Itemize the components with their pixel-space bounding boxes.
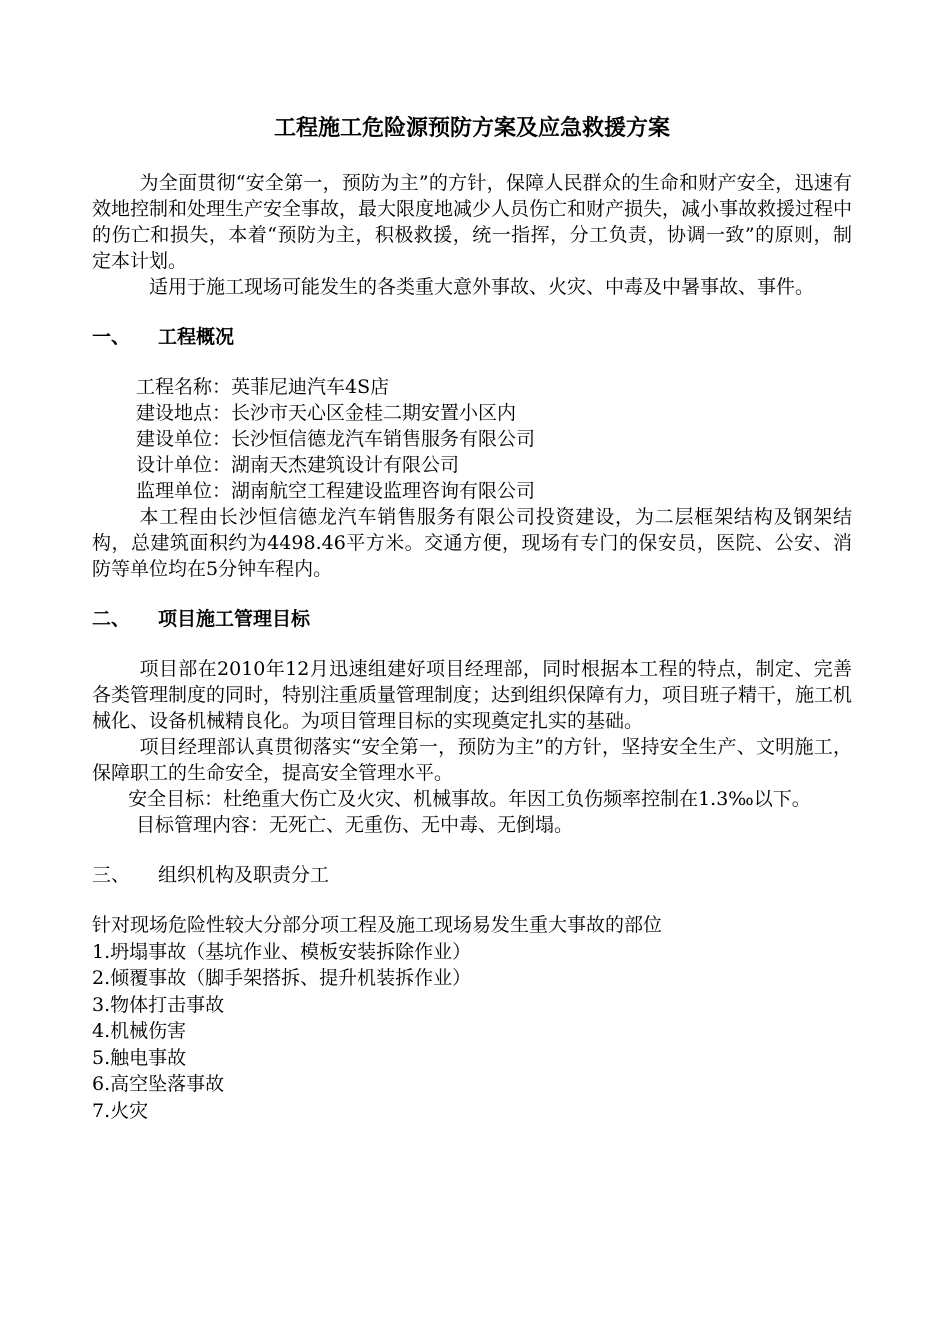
list-item: 2.倾覆事故（脚手架搭拆、提升机装拆作业） xyxy=(92,967,472,989)
section-1-title: 工程概况 xyxy=(158,326,235,348)
target-content-paragraph: 目标管理内容：无死亡、无重伤、无中毒、无倒塌。 xyxy=(136,814,574,836)
safety-target-paragraph: 安全目标：杜绝重大伤亡及火灾、机械事故。年因工负伤频率控制在1.3‰以下。 xyxy=(128,788,811,810)
section-3-number: 三、 xyxy=(92,864,131,886)
intro-paragraph-1: 为全面贯彻“安全第一，预防为主”的方针，保障人民群众的生命和财产安全，迅速有效地控制和处理生产安全事故，最大限度地减少人员伤亡和财产损失，减小事故救援过程中的伤亡和损失，本着“预防为主，积极救援，统一指挥，分工负责，协调一致”的原则，制定本计划。 xyxy=(92,172,853,272)
list-item: 7.火灾 xyxy=(92,1099,149,1122)
section-1-number: 一、 xyxy=(92,326,131,348)
list-item: 3.物体打击事故 xyxy=(92,993,225,1016)
document-page xyxy=(92,112,852,1124)
section-2-number: 二、 xyxy=(92,608,131,630)
project-name: 工程名称：英菲尼迪汽车4S店 xyxy=(136,376,390,398)
list-item: 6.高空坠落事故 xyxy=(92,1073,225,1095)
section-2-heading xyxy=(92,606,852,632)
list-item: 4.机械伤害 xyxy=(92,1020,187,1042)
management-paragraph-2: 项目经理部认真贯彻落实“安全第一，预防为主”的方针，坚持安全生产、文明施工，保障职工的生命安全，提高安全管理水平。 xyxy=(92,736,852,784)
project-overview-paragraph: 本工程由长沙恒信德龙汽车销售服务有限公司投资建设，为二层框架结构及钢架结构，总建筑面积约为4498.46平方米。交通方便，现场有专门的保安员，医院、公安、消防等单位均在5分钟车程内。 xyxy=(92,506,852,580)
hazard-list xyxy=(92,912,852,1124)
section-1-heading xyxy=(92,324,852,350)
list-item: 1.坍塌事故（基坑作业、模板安装拆除作业） xyxy=(92,940,472,963)
project-supervisor: 监理单位：湖南航空工程建设监理咨询有限公司 xyxy=(136,480,536,502)
intro-paragraph-2: 适用于施工现场可能发生的各类重大意外事故、火灾、中毒及中暑事故、事件。 xyxy=(149,276,815,298)
project-builder: 建设单位：长沙恒信德龙汽车销售服务有限公司 xyxy=(136,428,536,450)
hazard-list-lead: 针对现场危险性较大分部分项工程及施工现场易发生重大事故的部位 xyxy=(92,914,663,936)
document-title: 工程施工危险源预防方案及应急救援方案 xyxy=(273,115,670,141)
project-location: 建设地点：长沙市天心区金桂二期安置小区内 xyxy=(136,402,517,424)
management-paragraph-1: 项目部在2010年12月迅速组建好项目经理部，同时根据本工程的特点，制定、完善各类管理制度的同时，特别注重质量管理制度；达到组织保障有力，项目班子精干，施工机械化、设备机械精良化。为项目管理目标的实现奠定扎实的基础。 xyxy=(92,658,853,732)
list-item: 5.触电事故 xyxy=(92,1046,187,1069)
section-3-heading xyxy=(92,862,852,888)
project-designer: 设计单位：湖南天杰建筑设计有限公司 xyxy=(136,454,460,476)
section-2-title: 项目施工管理目标 xyxy=(158,608,311,630)
section-3-title: 组织机构及职责分工 xyxy=(158,864,330,886)
